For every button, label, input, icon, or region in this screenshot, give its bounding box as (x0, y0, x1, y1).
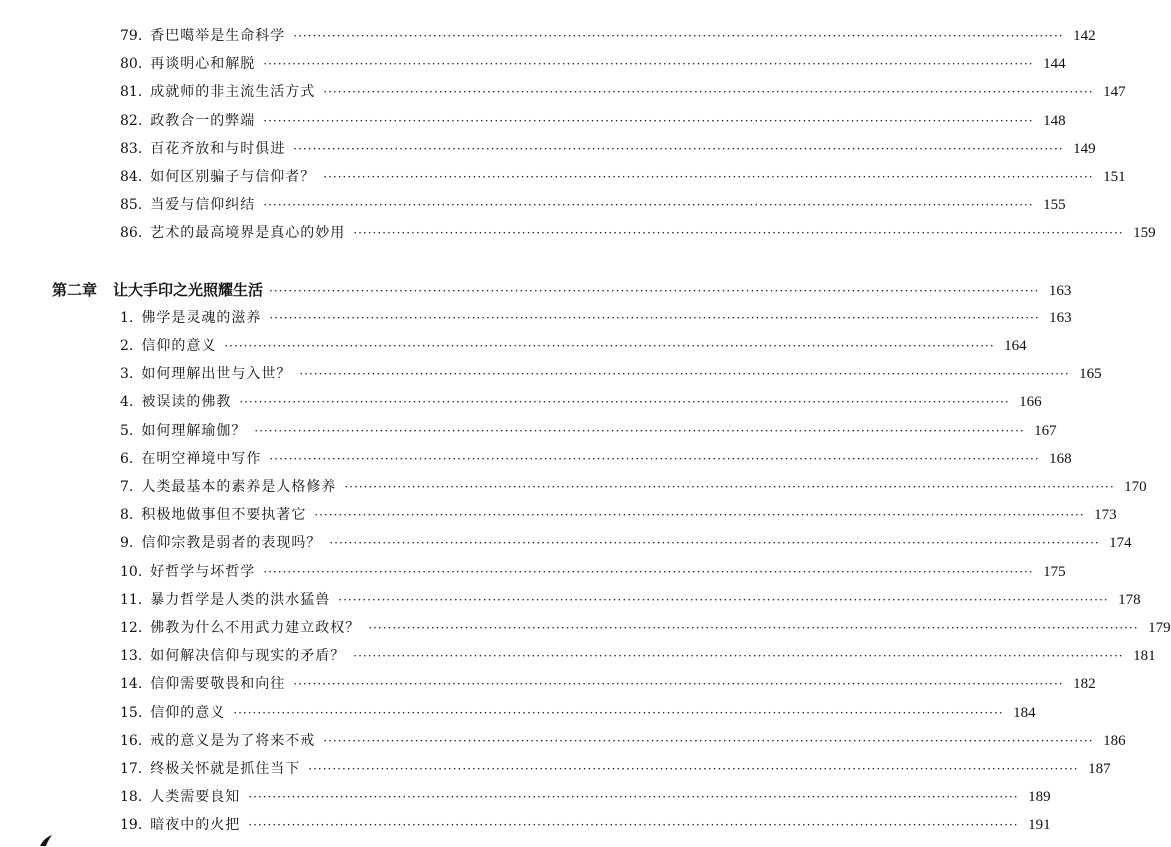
page-number: 189 (1028, 789, 1051, 806)
toc-entry[interactable] (120, 336, 1027, 356)
entry-title: 佛学是灵魂的滋养 (141, 309, 262, 326)
dot-leader: ································································································································································ (293, 141, 1064, 156)
toc-entry[interactable] (120, 731, 1126, 751)
page-number: 147 (1103, 84, 1126, 101)
toc-entry[interactable] (120, 477, 1147, 497)
entry-number: 84. (120, 169, 143, 185)
entry-title: 信仰的意义 (150, 704, 226, 721)
toc-entry[interactable] (120, 505, 1117, 525)
entry-number: 3. (120, 366, 134, 383)
toc-entry[interactable] (120, 703, 1036, 723)
page-number: 175 (1043, 563, 1066, 580)
toc-entry[interactable] (120, 26, 1096, 46)
dot-leader: ································································································································································ (293, 677, 1064, 692)
toc-entry[interactable] (120, 167, 1126, 187)
dot-leader: ································································································································································ (323, 85, 1094, 100)
entry-number: 8. (120, 507, 134, 524)
toc-entry[interactable] (120, 82, 1126, 102)
toc-entry[interactable] (120, 421, 1057, 441)
entry-title: 信仰需要敬畏和向往 (150, 676, 286, 693)
entry-number: 85. (120, 197, 143, 214)
entry-title: 成就师的非主流生活方式 (150, 84, 316, 101)
dot-leader: ································································································································································ (224, 339, 995, 353)
page-number: 178 (1118, 591, 1141, 608)
entry-number: 79. (120, 28, 143, 44)
page-number: 164 (1004, 338, 1027, 354)
dot-leader: ································································································································································ (269, 451, 1040, 466)
entry-title: 终极关怀就是抓住当下 (150, 761, 301, 777)
entry-number: 10. (120, 563, 143, 580)
entry-title: 香巴噶举是生命科学 (150, 28, 286, 44)
page-number: 173 (1094, 507, 1117, 524)
page-number: 144 (1043, 56, 1066, 73)
page-number: 148 (1043, 112, 1066, 129)
entry-number: 13. (120, 648, 143, 665)
entry-number: 15. (120, 704, 143, 721)
dot-leader: ································································································································································ (353, 226, 1124, 241)
entry-title: 人类需要良知 (150, 789, 241, 806)
toc-entry[interactable] (120, 815, 1051, 835)
entry-number: 1. (120, 309, 134, 326)
page-number: 174 (1109, 535, 1132, 552)
page-number: 170 (1124, 479, 1147, 495)
chapter-title: 让大手印之光照耀生活 (113, 280, 264, 299)
page-number: 163 (1048, 282, 1072, 299)
dot-leader: ································································································································································ (353, 649, 1124, 664)
entry-number: 83. (120, 140, 143, 157)
chapter-label: 第二章 (52, 280, 98, 299)
entry-number: 9. (120, 535, 134, 552)
page-number: 149 (1073, 140, 1096, 157)
entry-title: 如何理解出世与入世？ (141, 366, 292, 383)
toc-entry[interactable] (120, 195, 1066, 215)
entry-title: 百花齐放和与时俱进 (150, 140, 286, 157)
dot-leader: ································································································································································ (308, 762, 1079, 776)
entry-title: 佛教为什么不用武力建立政权？ (150, 620, 361, 636)
dot-leader: ································································································································································ (269, 310, 1040, 325)
toc-entry[interactable] (120, 590, 1141, 610)
entry-title: 信仰的意义 (141, 338, 217, 354)
corner-ink-mark (38, 834, 54, 847)
entry-title: 政教合一的弊端 (150, 112, 256, 129)
page-number: 155 (1043, 197, 1066, 214)
entry-number: 7. (120, 479, 134, 495)
page-number: 184 (1013, 704, 1036, 721)
entry-title: 如何解决信仰与现实的矛盾？ (150, 648, 346, 665)
dot-leader: ································································································································································ (323, 170, 1094, 184)
dot-leader: ································································································································································ (254, 423, 1025, 438)
toc-entry[interactable] (120, 646, 1156, 666)
toc-entry[interactable] (120, 111, 1066, 131)
dot-leader: ································································································································································ (248, 790, 1019, 805)
entry-number: 16. (120, 732, 143, 749)
page-number: 187 (1088, 761, 1111, 777)
entry-title: 被误读的佛教 (141, 394, 232, 411)
dot-leader: ································································································································································ (263, 564, 1034, 579)
page-number: 165 (1079, 366, 1102, 383)
chapter-heading[interactable] (52, 280, 1072, 301)
dot-leader: ································································································································································ (269, 283, 1040, 298)
toc-entry[interactable] (120, 308, 1072, 328)
page-number: 167 (1034, 422, 1057, 439)
toc-entry[interactable] (120, 139, 1096, 159)
entry-number: 6. (120, 450, 134, 467)
toc-entry[interactable] (120, 787, 1051, 807)
entry-title: 如何理解瑜伽？ (141, 422, 247, 439)
entry-number: 12. (120, 620, 143, 636)
entry-title: 如何区别骗子与信仰者？ (150, 169, 316, 185)
entry-number: 11. (120, 591, 143, 608)
page-number: 186 (1103, 732, 1126, 749)
dot-leader: ································································································································································ (263, 198, 1034, 213)
page-number: 168 (1049, 450, 1072, 467)
entry-number: 2. (120, 338, 134, 354)
entry-title: 积极地做事但不要执著它 (141, 507, 307, 524)
entry-number: 80. (120, 56, 143, 73)
page-number: 181 (1133, 648, 1156, 665)
entry-number: 17. (120, 761, 143, 777)
toc-entry[interactable] (120, 674, 1096, 694)
dot-leader: ································································································································································ (344, 480, 1115, 494)
entry-number: 4. (120, 394, 134, 411)
toc-entry[interactable] (120, 54, 1066, 74)
entry-title: 暴力哲学是人类的洪水猛兽 (150, 591, 331, 608)
page-number: 159 (1133, 225, 1156, 242)
entry-title: 再谈明心和解脱 (150, 56, 256, 73)
toc-entry[interactable] (120, 618, 1171, 638)
entry-title: 当爱与信仰纠结 (150, 197, 256, 214)
entry-number: 5. (120, 422, 134, 439)
dot-leader: ································································································································································ (233, 705, 1004, 720)
page-number: 179 (1148, 620, 1171, 636)
page-number: 182 (1073, 676, 1096, 693)
entry-title: 好哲学与坏哲学 (150, 563, 256, 580)
entry-title: 在明空禅境中写作 (141, 450, 262, 467)
entry-number: 86. (120, 225, 143, 242)
dot-leader: ································································································································································ (293, 29, 1064, 43)
toc-entry[interactable] (120, 449, 1072, 469)
entry-title: 艺术的最高境界是真心的妙用 (150, 225, 346, 242)
entry-title: 人类最基本的素养是人格修养 (141, 479, 337, 495)
dot-leader: ································································································································································ (299, 367, 1070, 382)
toc-entry[interactable] (120, 533, 1132, 553)
page-number: 166 (1019, 394, 1042, 411)
entry-number: 82. (120, 112, 143, 129)
toc-entry[interactable] (120, 562, 1066, 582)
toc-entry[interactable] (120, 223, 1156, 243)
entry-number: 19. (120, 817, 143, 834)
entry-title: 戒的意义是为了将来不戒 (150, 732, 316, 749)
dot-leader: ································································································································································ (368, 621, 1139, 635)
page-number: 191 (1028, 817, 1051, 834)
entry-number: 81. (120, 84, 143, 101)
dot-leader: ································································································································································ (263, 57, 1034, 72)
page-number: 142 (1073, 28, 1096, 44)
page-number: 151 (1103, 169, 1126, 185)
dot-leader: ································································································································································ (248, 818, 1019, 833)
dot-leader: ································································································································································ (338, 592, 1109, 607)
dot-leader: ································································································································································ (239, 395, 1010, 410)
dot-leader: ································································································································································ (329, 536, 1100, 551)
toc-entry[interactable] (120, 364, 1102, 384)
dot-leader: ································································································································································ (263, 113, 1034, 128)
dot-leader: ································································································································································ (323, 733, 1094, 748)
entry-title: 信仰宗教是弱者的表现吗？ (141, 535, 322, 552)
entry-title: 暗夜中的火把 (150, 817, 241, 834)
entry-number: 14. (120, 676, 143, 693)
page-number: 163 (1049, 309, 1072, 326)
dot-leader: ································································································································································ (314, 508, 1085, 523)
toc-entry[interactable] (120, 392, 1042, 412)
entry-number: 18. (120, 789, 143, 806)
toc-entry[interactable] (120, 759, 1111, 779)
